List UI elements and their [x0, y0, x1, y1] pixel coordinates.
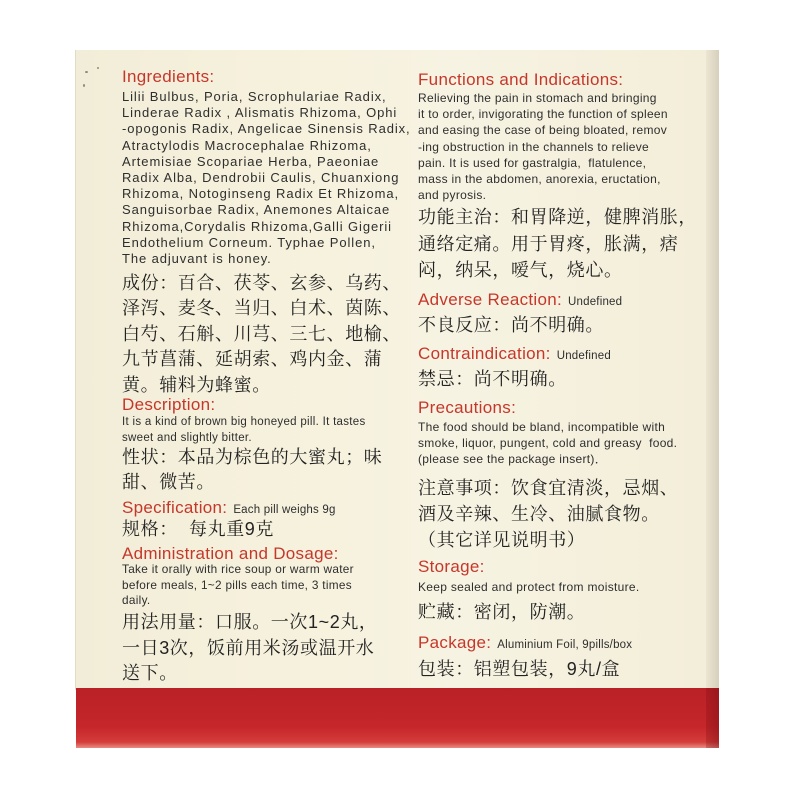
functions-en-line: and pyrosis. — [418, 188, 487, 203]
administration-zh-line: 一日3次，饭前用米汤或温开水 — [122, 637, 375, 658]
package-heading-row — [418, 632, 632, 656]
box-side-edge — [706, 50, 719, 690]
description-chinese — [122, 445, 382, 494]
functions-en-line: it to order, invigorating the function of spleen — [418, 107, 668, 122]
storage-chinese — [418, 600, 585, 626]
ingredients-zh-line: 泽泻、麦冬、当归、白术、茵陈、 — [122, 298, 401, 319]
ingredients-zh-line: 白芍、石斛、川芎、三七、地榆、 — [122, 323, 401, 344]
precautions-chinese — [418, 475, 678, 553]
precautions-zh-line: （其它详见说明书） — [418, 530, 586, 550]
package-zh-line: 包装：铝塑包装，9丸/盒 — [418, 659, 621, 679]
contraindication-chinese — [418, 367, 567, 393]
print-speck — [97, 67, 99, 69]
functions-en-line: pain. It is used for gastralgia, flatulence, — [418, 155, 647, 170]
functions-en-line: and easing the case of being bloated, remov — [418, 123, 668, 138]
ingredients-en-line: Endothelium Corneum. Typhae Pollen, — [122, 234, 376, 250]
package-note: Aluminium Foil, 9pills/box — [497, 639, 633, 651]
description-zh-line: 甜、微苦。 — [122, 471, 215, 492]
ingredients-en-line: -opogonis Radix, Angelicae Sinensis Radix, — [122, 121, 411, 137]
functions-en-line: -ing obstruction in the channels to relieve — [418, 139, 650, 154]
precautions-english — [418, 419, 677, 467]
storage-english — [418, 579, 640, 595]
ingredients-english — [122, 89, 411, 267]
precautions-zh-line: 注意事项：饮食宜清淡，忌烟、 — [418, 478, 679, 498]
ingredients-en-line: Rhizoma,Corydalis Rhizoma,Galli Gigerii — [122, 218, 392, 234]
adverse-reaction-heading-row — [418, 289, 622, 313]
ingredients-en-line: Artemisiae Scopariae Herba, Paeoniae — [122, 153, 380, 169]
ingredients-en-line: Atractylodis Macrocephalae Rhizoma, — [122, 137, 372, 153]
adverse-reaction-heading: Adverse Reaction: — [418, 290, 563, 309]
administration-english — [122, 562, 354, 609]
print-speck — [85, 71, 88, 73]
ingredients-en-line: Radix Alba, Dendrobii Caulis, Chuanxiong — [122, 170, 400, 186]
red-bottom-band — [76, 688, 719, 748]
precautions-en-line: (please see the package insert)． — [418, 452, 608, 466]
ingredients-zh-line: 成份：百合、茯苓、玄参、乌药、 — [122, 273, 401, 293]
specification-zh-line: 规格： 每丸重9克 — [122, 519, 275, 539]
print-speck — [83, 84, 85, 87]
description-english — [122, 414, 366, 446]
adverse-reaction-zh-line: 不良反应：尚不明确。 — [418, 315, 604, 335]
ingredients-en-line: Rhizoma, Notoginseng Radix Et Rhizoma, — [122, 186, 399, 202]
administration-zh-line: 送下。 — [122, 663, 178, 683]
contraindication-heading: Contraindication: — [418, 344, 551, 363]
contraindication-heading-row — [418, 343, 611, 367]
functions-english — [418, 90, 668, 203]
specification-note: Each pill weighs 9g — [233, 504, 336, 516]
package-chinese — [418, 657, 620, 683]
package-heading: Package: — [418, 633, 492, 652]
precautions-zh-line: 酒及辛辣、生冷、油腻食物。 — [418, 504, 660, 524]
ingredients-en-line: The adjuvant is honey. — [122, 251, 272, 267]
functions-en-line: mass in the abdomen, anorexia, eructation, — [418, 172, 661, 187]
adverse-reaction-chinese — [418, 313, 604, 339]
storage-zh-line: 贮藏：密闭，防潮。 — [418, 602, 586, 622]
contraindication-note: Undefined — [556, 350, 611, 362]
functions-zh-line: 功能主治：和胃降逆，健脾消胀， — [418, 207, 697, 227]
administration-zh-line: 用法用量：口服。一次1~2丸， — [122, 612, 378, 632]
functions-chinese — [418, 204, 697, 284]
functions-zh-line: 通络定痛。用于胃疼，胀满，痞 — [418, 233, 679, 254]
adverse-reaction-note: Undefined — [568, 296, 623, 308]
functions-heading: Functions and Indications: — [418, 70, 624, 89]
description-en-line: sweet and slightly bitter. — [122, 432, 252, 444]
specification-heading: Specification: — [122, 498, 228, 517]
description-heading: Description: — [122, 395, 216, 414]
red-band-side-edge — [706, 688, 719, 748]
ingredients-en-line: Sanguisorbae Radix, Anemones Altaicae — [122, 202, 391, 218]
precautions-en-line: The food should be bland, incompatible with — [418, 420, 666, 434]
ingredients-chinese — [122, 271, 401, 398]
ingredients-en-line: Lilii Bulbus, Poria, Scrophulariae Radix, — [122, 89, 387, 104]
ingredients-heading: Ingredients: — [122, 67, 215, 86]
functions-en-line: Relieving the pain in stomach and bringing — [418, 91, 657, 105]
functions-zh-line: 闷，纳呆，嗳气，烧心。 — [418, 260, 623, 280]
ingredients-zh-line: 九节菖蒲、延胡索、鸡内金、蒲 — [122, 349, 383, 370]
administration-heading: Administration and Dosage: — [122, 544, 339, 563]
description-en-line: It is a kind of brown big honeyed pill. It tastes — [122, 416, 366, 428]
administration-en-line: Take it orally with rice soup or warm water — [122, 562, 354, 576]
administration-en-line: daily. — [122, 593, 151, 608]
administration-chinese — [122, 610, 378, 687]
ingredients-zh-line: 黄。辅料为蜂蜜。 — [122, 374, 271, 395]
storage-heading: Storage: — [418, 557, 485, 576]
description-zh-line: 性状：本品为棕色的大蜜丸；味 — [122, 447, 383, 467]
ingredients-en-line: Linderae Radix , Alismatis Rhizoma, Ophi — [122, 105, 398, 121]
precautions-heading: Precautions: — [418, 398, 517, 417]
storage-en-line: Keep sealed and protect from moisture. — [418, 580, 640, 594]
contraindication-zh-line: 禁忌：尚不明确。 — [418, 369, 567, 389]
precautions-en-line: smoke, liquor, pungent, cold and greasy food. — [418, 436, 678, 450]
administration-en-line: before meals, 1~2 pills each time, 3 times — [122, 577, 352, 592]
specification-chinese — [122, 517, 274, 543]
